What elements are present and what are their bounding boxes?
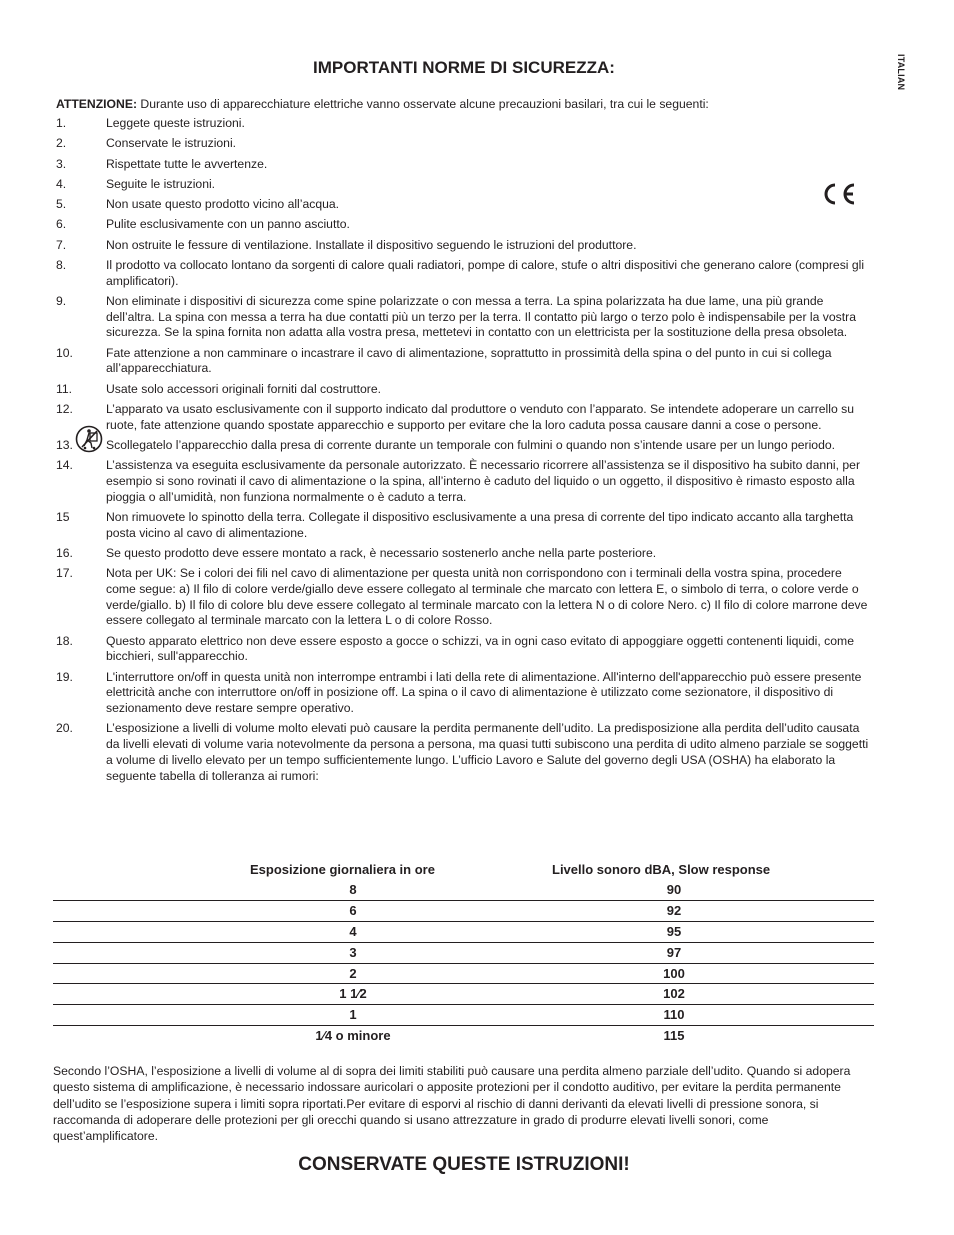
cell-hours: 8 bbox=[349, 882, 357, 897]
list-item bbox=[56, 346, 874, 377]
table-row bbox=[53, 984, 874, 1005]
item-number: 9. bbox=[56, 294, 67, 309]
item-number: 10. bbox=[56, 345, 73, 360]
cell-dba: 92 bbox=[666, 902, 682, 918]
table-row bbox=[53, 880, 874, 901]
list-item bbox=[56, 510, 874, 541]
item-text: L’esposizione a livelli di volume molto elevati può causare la perdita permanente dell’udito. La predisposizione alla perdita dell’udito causata da livelli elevati di volume varia notevolmente da persona a persona, ma quasi tutti subiscono una perdita di udito almeno parziale se soggetti a volume di livello elevato per un tempo sufficientemente lungo. L’ufficio Lavoro e Salute del governo degli USA (OSHA) ha elaborato la seguente tabella di tolleranza ai rumori: bbox=[106, 721, 869, 783]
cell-hours: 1⁄4 o minore bbox=[315, 1028, 391, 1044]
safety-instructions-list bbox=[56, 116, 874, 789]
noise-exposure-table bbox=[53, 860, 874, 1046]
cell-hours: 1 bbox=[349, 1007, 357, 1023]
item-text: Rispettate tutte le avvertenze. bbox=[106, 156, 268, 171]
list-item bbox=[56, 177, 874, 193]
table-row bbox=[53, 922, 874, 943]
list-item bbox=[56, 546, 874, 562]
header-exposure-hours: Esposizione giornaliera in ore bbox=[250, 862, 435, 877]
list-item bbox=[56, 634, 874, 665]
table-row bbox=[53, 964, 874, 985]
item-text: Scollegatelo l’apparecchio dalla presa di corrente durante un temporale con fulmini o quando non s’intende usare per un lungo periodo. bbox=[106, 438, 836, 453]
cell-dba: 90 bbox=[666, 882, 682, 897]
intro-label: ATTENZIONE: bbox=[56, 97, 138, 111]
item-number: 4. bbox=[56, 176, 67, 191]
item-number: 3. bbox=[56, 156, 67, 171]
item-text: Non rimuovete lo spinotto della terra. Collegate il dispositivo esclusivamente a una presa di corrente del tipo indicato accanto alla targhetta posta vicino al cavo di alimentazione. bbox=[106, 510, 854, 540]
item-text: Leggete queste istruzioni. bbox=[106, 116, 245, 130]
list-item bbox=[56, 258, 874, 289]
cell-hours: 2 bbox=[349, 965, 357, 981]
cell-dba: 95 bbox=[666, 923, 682, 939]
item-text: L’apparato va usato esclusivamente con il supporto indicato dal produttore o venduto con l’apparato. Se intendete adoperare un carrello su ruote, fate attenzione quando spostate apparecchio e supporto per evitare che la loro caduta possa causare danni a cose o persone. bbox=[106, 402, 854, 432]
table-row bbox=[53, 1005, 874, 1026]
cell-dba: 110 bbox=[663, 1007, 685, 1023]
item-text: Non eliminate i dispositivi di sicurezza come spine polarizzate o con messa a terra. La spina polarizzata ha due lame, una più grande dell’altra. La spina con messa a terra ha due contatti più un terzo per la terra. Il contatto più largo o terzo polo è indispensabile per la vostra sicurezza. Se la spina fornita non adatta alla vostra presa, mettetevi in contatto con un elettricista per la sostituzione della presa obsoleta. bbox=[106, 294, 856, 340]
list-item bbox=[56, 721, 874, 784]
item-text: Il prodotto va collocato lontano da sorgenti di calore quali radiatori, pompe di calore, stufe o altri dispositivi che generano calore (compresi gli amplificatori). bbox=[106, 258, 865, 288]
osha-paragraph: Secondo l’OSHA, l’esposizione a livelli di volume al di sopra dei limiti stabiliti può causare una perdita almeno parziale dell’udito. Quando si adopera questo sistema di amplificazione, è necessario indossare auricolari o apposite protezioni per il condotto auditivo, per evitare la perdita permanente dell’udito se l’esposizione supera i limiti sopra riportati.Per evitare di esporvi al rischio di danni derivanti da elevati livelli di pressione sonora, si raccomanda di adoperare delle protezioni per gli orecchi quando si usano attrezzature in grado di produrre elevati livelli sonori, come quest’amplificatore. bbox=[53, 1064, 851, 1144]
table-header bbox=[53, 860, 874, 880]
list-item bbox=[56, 136, 874, 152]
cell-dba: 115 bbox=[663, 1028, 685, 1044]
item-text: Fate attenzione a non camminare o incastrare il cavo di alimentazione, soprattutto in prossimità della spina o del punto in cui si collega all’apparecchiatura. bbox=[106, 345, 832, 376]
cell-dba: 100 bbox=[663, 965, 685, 981]
list-item bbox=[56, 197, 874, 213]
table-row bbox=[53, 1026, 874, 1046]
table-row bbox=[53, 901, 874, 922]
list-item bbox=[56, 238, 874, 254]
item-text: Usate solo accessori originali forniti dal costruttore. bbox=[106, 381, 382, 396]
item-text: Non usate questo prodotto vicino all’acqua. bbox=[106, 197, 340, 212]
item-number: 8. bbox=[56, 258, 67, 273]
page-title: IMPORTANTI NORME DI SICUREZZA: bbox=[313, 58, 615, 77]
item-number: 2. bbox=[56, 136, 67, 151]
item-number: 11. bbox=[56, 381, 73, 396]
item-number: 17. bbox=[56, 566, 73, 581]
item-number: 20. bbox=[56, 721, 73, 736]
list-item bbox=[56, 566, 874, 629]
list-item bbox=[56, 157, 874, 173]
cell-hours: 1 1⁄2 bbox=[339, 986, 367, 1002]
list-item bbox=[56, 382, 874, 398]
item-text: Pulite esclusivamente con un panno asciutto. bbox=[106, 217, 350, 232]
item-number: 15 bbox=[56, 510, 70, 525]
item-number: 16. bbox=[56, 546, 73, 561]
table-row bbox=[53, 943, 874, 964]
item-number: 1. bbox=[56, 116, 67, 130]
cell-hours: 6 bbox=[349, 902, 357, 918]
header-sound-level: Livello sonoro dBA, Slow response bbox=[552, 862, 771, 877]
item-text: Se questo prodotto deve essere montato a rack, è necessario sostenerlo anche nella parte posteriore. bbox=[106, 546, 657, 561]
cell-dba: 102 bbox=[663, 986, 685, 1002]
cell-hours: 4 bbox=[349, 923, 357, 939]
cell-dba: 97 bbox=[666, 944, 682, 960]
item-text: L’assistenza va eseguita esclusivamente da personale autorizzato. È necessario ricorrere all’assistenza se il dispositivo ha subito danni, per esempio si sono rovinati il cavo di alimentazione o la spina, all’interno è caduto del liquido o un oggetto, il dispositivo è rimasto esposto alla pioggia o all’umidità, non funziona normalmente o è caduto a terra. bbox=[106, 458, 860, 504]
intro-paragraph bbox=[56, 97, 876, 113]
item-number: 18. bbox=[56, 633, 73, 648]
cart-warning-icon bbox=[75, 424, 103, 454]
item-number: 5. bbox=[56, 197, 67, 212]
item-number: 13. bbox=[56, 438, 73, 453]
list-item bbox=[56, 217, 874, 233]
item-text: Non ostruite le fessure di ventilazione. Installate il dispositivo seguendo le istruzioni del produttore. bbox=[106, 237, 637, 252]
list-item bbox=[56, 116, 874, 132]
list-item bbox=[56, 294, 874, 341]
item-number: 7. bbox=[56, 237, 67, 252]
list-item bbox=[56, 458, 874, 505]
list-item bbox=[56, 438, 874, 454]
language-tab-label: ITALIAN bbox=[896, 54, 906, 91]
item-number: 19. bbox=[56, 669, 73, 684]
item-text: Questo apparato elettrico non deve essere esposto a gocce o schizzi, va in ogni caso evitato di appoggiare oggetti contenenti liquidi, come bicchieri, sull'apparecchio. bbox=[106, 633, 854, 664]
cell-hours: 3 bbox=[349, 944, 357, 960]
item-number: 12. bbox=[56, 402, 73, 417]
footer-title: CONSERVATE QUESTE ISTRUZIONI! bbox=[298, 1154, 630, 1175]
list-item bbox=[56, 670, 874, 717]
item-text: Nota per UK: Se i colori dei fili nel cavo di alimentazione per questa unità non corrispondono con i terminali della vostra spina, procedere come segue: a) Il filo di colore verde/giallo deve essere collegato al terminale che marcato con lettera E, o simbolo di terra, o colore verde o verde/giallo. b) Il filo di colore blu deve essere collegato al terminale marcato con la lettera N o di colore Nero. c) Il filo di colore marrone deve essere collegato al terminale marcato con la lettera L o di colore Rosso. bbox=[106, 566, 868, 628]
item-number: 14. bbox=[56, 458, 73, 473]
list-item bbox=[56, 402, 874, 433]
item-text: Conservate le istruzioni. bbox=[106, 136, 237, 151]
intro-text: Durante uso di apparecchiature elettriche vanno osservate alcune precauzioni basilari, tra cui le seguenti: bbox=[137, 97, 709, 111]
item-number: 6. bbox=[56, 217, 67, 232]
item-text: L'interruttore on/off in questa unità non interrompe entrambi i lati della rete di alimentazione. All'interno dell'apparecchio può essere presente elettricità anche con interruttore on/off in posizione off. La spina o il cavo di alimentazione è utilizzato come sezionatore, il dispositivo di sezionamento deve restare sempre operativo. bbox=[106, 669, 862, 716]
item-text: Seguite le istruzioni. bbox=[106, 176, 216, 191]
